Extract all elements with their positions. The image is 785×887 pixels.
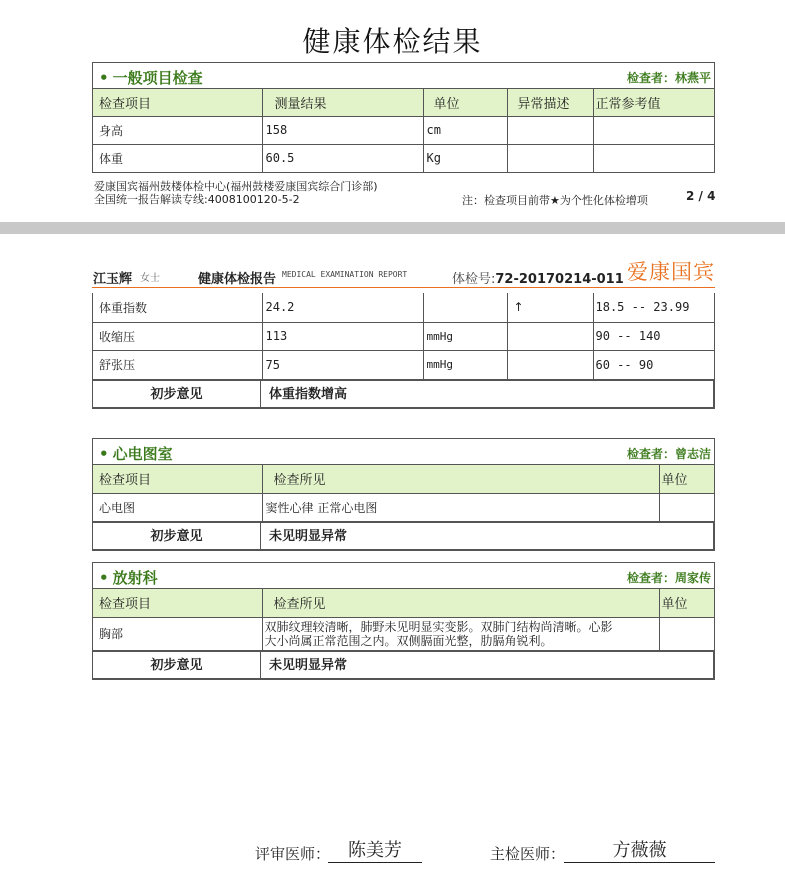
opinion-label: 初步意见: [93, 652, 261, 678]
column-header: 测量结果: [262, 89, 423, 116]
column-header: 检查项目: [93, 89, 262, 116]
column-header: 单位: [423, 89, 507, 116]
table-row: [93, 116, 714, 144]
value-cell: 113: [262, 322, 423, 350]
table-row: [93, 350, 714, 379]
ref-cell: 18.5 -- 23.99: [593, 293, 714, 322]
general-table-cont: [93, 293, 714, 379]
finding-cell: [262, 617, 659, 650]
ecg-table: [93, 465, 714, 521]
item-cell: 胸部: [93, 617, 262, 650]
exam-no-label: 体检号:: [452, 272, 496, 287]
opinion-value: 未见明显异常: [269, 529, 348, 544]
report-header: [92, 262, 715, 288]
general-exam-section-cont: [92, 293, 715, 380]
finding-cell: 窦性心律 正常心电图: [262, 493, 659, 521]
abnormal-cell: [507, 350, 593, 379]
value-cell: 158: [262, 116, 423, 144]
finding-line-1: 双肺纹理较清晰，肺野未见明显实变影。双肺门结构尚清晰。心影: [264, 619, 613, 634]
abnormal-cell: [507, 116, 593, 144]
unit-cell: cm: [423, 116, 507, 144]
table-header-row: [93, 465, 714, 493]
column-header: 单位: [659, 589, 714, 617]
column-header: 检查所见: [262, 465, 659, 493]
value-cell: 75: [262, 350, 423, 379]
general-table: [93, 89, 714, 172]
footer-note: 注：检查项目前带★为个性化体检增项: [462, 194, 648, 207]
report-title: 健康体检报告: [198, 272, 277, 287]
radiology-section: [92, 562, 715, 651]
inspector-name: 林燕平: [674, 71, 711, 85]
page-number: 2 / 4: [686, 189, 716, 203]
exam-no: 72-20170214-011: [495, 272, 624, 287]
chief-signature: 方薇薇: [564, 836, 715, 863]
opinion-label: 初步意见: [93, 381, 261, 407]
unit-cell: Kg: [423, 144, 507, 172]
bullet-icon: •: [99, 569, 109, 587]
opinion-value: 未见明显异常: [269, 658, 348, 673]
table-header-row: [93, 89, 714, 116]
table-row: [93, 322, 714, 350]
ecg-opinion: [92, 522, 715, 551]
unit-cell: mmHg: [423, 350, 507, 379]
inspector-label: 检查者：: [626, 447, 675, 461]
ref-cell: 90 -- 140: [593, 322, 714, 350]
org-line-2: 全国统一报告解读专线:4008100120-5-2: [94, 193, 300, 206]
patient-name: 江玉辉: [93, 272, 133, 287]
opinion-label: 初步意见: [93, 523, 261, 549]
footer-org: [94, 180, 378, 206]
patient-gender: 女士: [140, 273, 160, 284]
inspector-name: 周家传: [674, 571, 711, 585]
column-header: 检查项目: [93, 589, 262, 617]
bullet-icon: •: [99, 69, 109, 87]
reviewer-signature: 陈美芳: [328, 836, 422, 863]
unit-cell: [659, 617, 714, 650]
section-header: [93, 439, 714, 465]
inspector-label: 检查者：: [626, 71, 675, 85]
table-row: [93, 617, 714, 650]
finding-line-2: 大小尚属正常范围之内。双侧膈面光整，肋膈角锐利。: [264, 633, 553, 648]
table-row: [93, 144, 714, 172]
ref-cell: [593, 144, 714, 172]
abnormal-cell: ↑: [507, 293, 593, 322]
section-header: [93, 563, 714, 589]
general-exam-section: [92, 62, 715, 173]
table-row: [93, 493, 714, 521]
section-name: 心电图室: [112, 445, 173, 463]
section-name: 放射科: [112, 569, 158, 587]
ecg-section: [92, 438, 715, 522]
column-header: 正常参考值: [593, 89, 714, 116]
unit-cell: mmHg: [423, 322, 507, 350]
section-header: [93, 63, 714, 89]
section-name: 一般项目检查: [112, 69, 203, 87]
bullet-icon: •: [99, 445, 109, 463]
reviewer-label: 评审医师：: [255, 845, 331, 863]
brand-logo: 爱康国宾: [627, 260, 715, 284]
column-header: 检查项目: [93, 465, 262, 493]
page-break: [0, 222, 785, 234]
column-header: 检查所见: [262, 589, 659, 617]
unit-cell: [423, 293, 507, 322]
ref-cell: 60 -- 90: [595, 357, 654, 372]
report-subtitle: MEDICAL EXAMINATION REPORT: [282, 270, 408, 279]
item-cell: 身高: [93, 116, 262, 144]
value-cell: 60.5: [262, 144, 423, 172]
item-cell: 心电图: [93, 493, 262, 521]
item-cell: 收缩压: [93, 322, 262, 350]
opinion-value: 体重指数增高: [269, 387, 348, 402]
column-header: 异常描述: [507, 89, 593, 116]
abnormal-cell: [507, 144, 593, 172]
unit-cell: [659, 493, 714, 521]
page-title: 健康体检结果: [302, 25, 483, 58]
inspector-name: 曾志洁: [674, 447, 711, 461]
general-opinion: [92, 380, 715, 409]
item-cell: 体重: [93, 144, 262, 172]
table-header-row: [93, 589, 714, 617]
abnormal-cell: [507, 322, 593, 350]
chief-label: 主检医师：: [490, 845, 566, 863]
item-cell: 舒张压: [93, 350, 262, 379]
radiology-table: [93, 589, 714, 650]
ref-cell: [593, 116, 714, 144]
item-cell: 体重指数: [93, 293, 262, 322]
radiology-opinion: [92, 651, 715, 680]
column-header: 单位: [659, 465, 714, 493]
org-line-1: 爱康国宾福州鼓楼体检中心(福州鼓楼爱康国宾综合门诊部): [94, 180, 378, 193]
inspector-label: 检查者：: [626, 571, 675, 585]
value-cell: 24.2: [262, 293, 423, 322]
table-row: [93, 293, 714, 322]
